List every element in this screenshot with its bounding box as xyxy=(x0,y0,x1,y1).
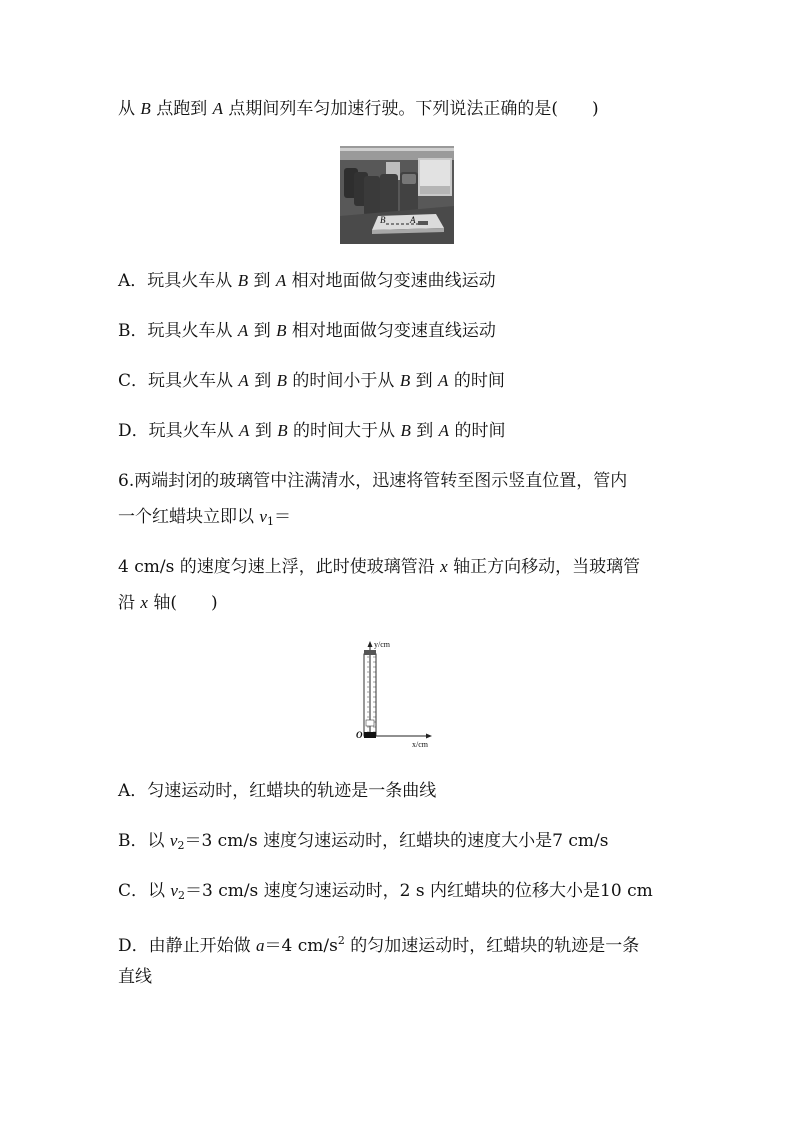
q6-option-c: C．以 $v_2=3$ cm/s 速度匀速运动时，2 s 内红蜡块的位移大小是10 cm xyxy=(118,881,653,902)
figure-label-a: A xyxy=(410,215,416,225)
q6-stem-line1: 6.两端封闭的玻璃管中注满清水，迅速将管转至图示竖直位置，管内 xyxy=(118,471,628,491)
figure-label-b: B xyxy=(380,215,386,225)
origin-label: O xyxy=(356,730,363,740)
q5-option-b: B．玩具火车从 A 到 B 相对地面做匀变速直线运动 xyxy=(118,321,496,341)
y-axis-label: y/cm xyxy=(374,640,390,649)
q6-option-d-continued: 直线 xyxy=(118,967,152,987)
glass-tube-diagram xyxy=(348,640,440,752)
q5-option-a: A．玩具火车从 B 到 A 相对地面做匀变速曲线运动 xyxy=(118,271,496,291)
q5-option-d: D．玩具火车从 A 到 B 的时间大于从 B 到 A 的时间 xyxy=(118,421,506,441)
q5-option-c: C．玩具火车从 A 到 B 的时间小于从 B 到 A 的时间 xyxy=(118,371,505,391)
q6-option-b: B．以 $v_2=3$ cm/s 速度匀速运动时，红蜡块的速度大小是7 cm/s xyxy=(118,831,609,852)
q6-stem-line4: 沿 x 轴( ) xyxy=(118,593,218,613)
q5-stem: 从 B 点跑到 A 点期间列车匀加速行驶。下列说法正确的是( ) xyxy=(118,99,599,119)
q6-stem-line3: 4 cm/s 的速度匀速上浮，此时使玻璃管沿 x 轴正方向移动，当玻璃管 xyxy=(118,557,641,577)
q6-option-d: D．由静止开始做 a＝4 $cm/s^2$ 的匀加速运动时，红蜡块的轨迹是一条 xyxy=(118,934,640,956)
q6-option-a: A．匀速运动时，红蜡块的轨迹是一条曲线 xyxy=(118,781,437,801)
x-axis-label: x/cm xyxy=(412,740,428,749)
train-interior-photo xyxy=(340,146,454,244)
q6-stem-line2: 一个红蜡块立即以 $v_1=$ xyxy=(118,507,291,528)
